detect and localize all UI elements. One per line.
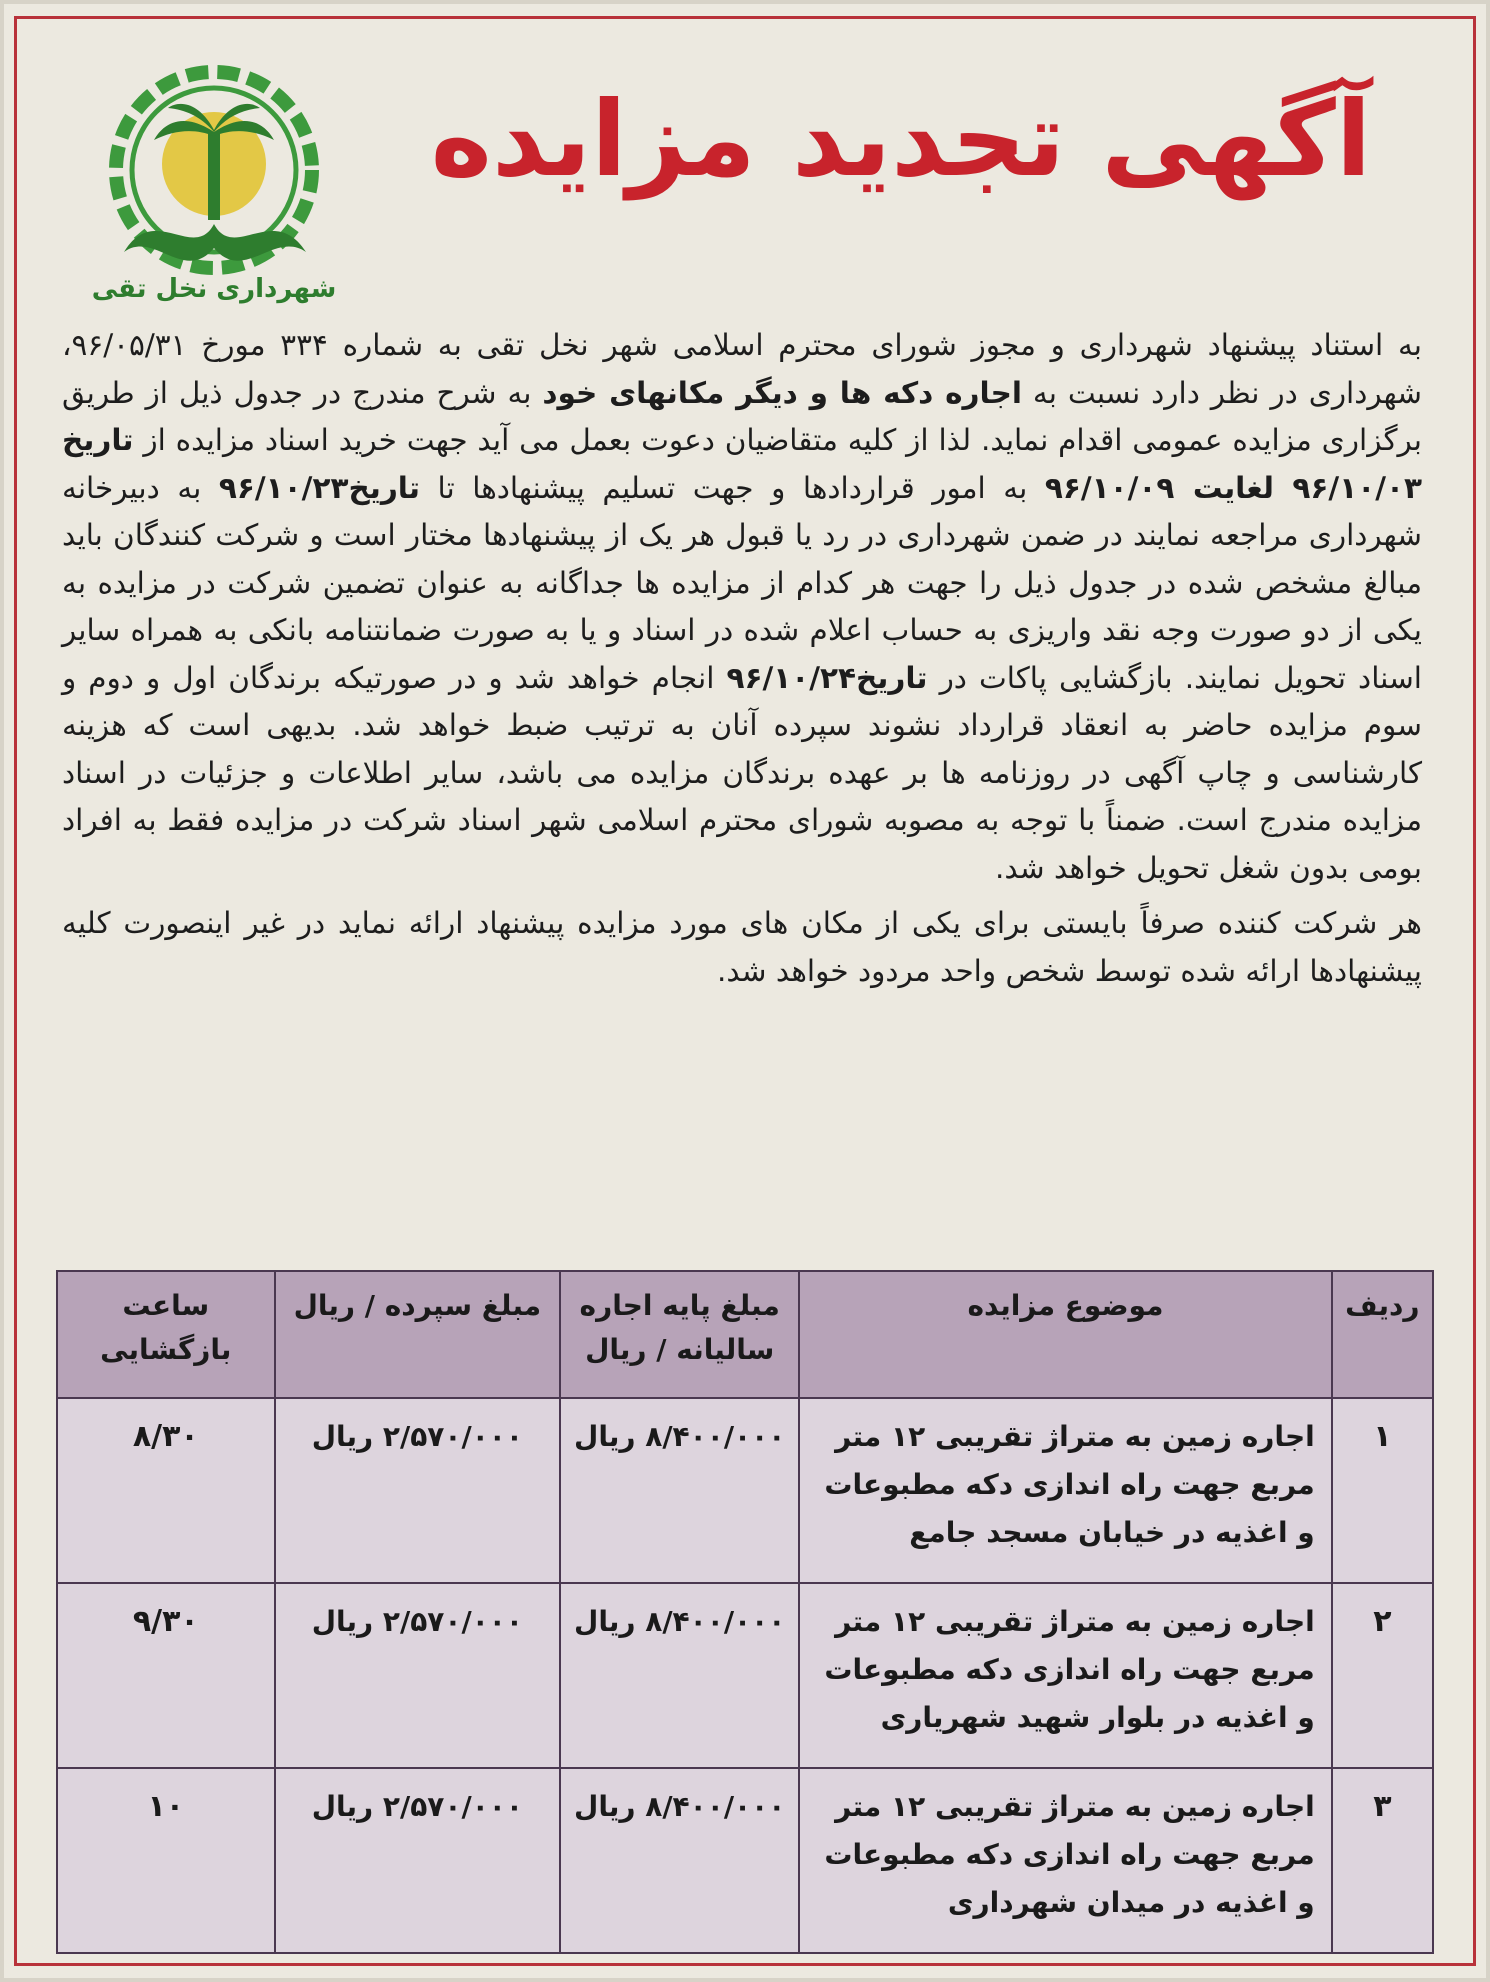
cell-base-rent: ۸/۴۰۰/۰۰۰ ریال [560,1583,799,1768]
auction-table [56,1270,1434,1954]
bold-opening-date: تاریخ۹۶/۱۰/۲۴ [726,660,928,695]
header-row-number: ردیف [1332,1271,1433,1398]
table-row [57,1398,1433,1583]
table-row [57,1768,1433,1953]
cell-base-rent: ۸/۴۰۰/۰۰۰ ریال [560,1768,799,1953]
cell-row-number: ۱ [1332,1398,1433,1583]
cell-deposit: ۲/۵۷۰/۰۰۰ ریال [275,1768,561,1953]
logo-caption: شهرداری نخل تقی [91,274,337,304]
cell-opening-time: ۱۰ [57,1768,275,1953]
cell-opening-time: ۸/۳۰ [57,1398,275,1583]
bold-submission-date: تاریخ۹۶/۱۰/۲۳ [218,470,420,505]
table-row [57,1583,1433,1768]
text-segment: به شرح مندرج در جدول ذیل از طریق برگزاری مزایده عمومی اقدام نماید. لذا از کلیه متقاضیان دعوت بعمل می آید جهت خرید اسناد مزایده از [62,375,1422,457]
cell-deposit: ۲/۵۷۰/۰۰۰ ریال [275,1398,561,1583]
text-segment: به استناد پیشنهاد شهرداری و مجوز شورای محترم اسلامی شهر نخل تقی به شماره ۳۳۴ مورخ ۹۶/۰۵/۳۱، شهرداری در نظر دارد نسبت به [62,328,1422,410]
cell-subject: اجاره زمین به متراژ تقریبی ۱۲ متر مربع جهت راه اندازی دکه مطبوعات و اغذیه در خیابان مسجد جامع [799,1398,1332,1583]
cell-base-rent: ۸/۴۰۰/۰۰۰ ریال [560,1398,799,1583]
header-base-rent: مبلغ پایه اجاره سالیانه / ریال [560,1271,799,1398]
table-header-row [57,1271,1433,1398]
cell-subject: اجاره زمین به متراژ تقریبی ۱۲ متر مربع جهت راه اندازی دکه مطبوعات و اغذیه در بلوار شهید شهریاری [799,1583,1332,1768]
logo-waves [124,224,306,261]
text-segment: به دبیرخانه شهرداری مراجعه نمایند در ضمن شهرداری در رد یا قبول هر یک از پیشنهادها مختار است و شرکت کنندگان باید مبالغ مشخص شده در جدول ذیل را جهت هر کدام از مزایده ها جداگانه به عنوان تضمین شرکت در مزایده به یکی از دو صورت وجه نقد واریزی به حساب اعلام شده در اسناد و یا به صورت ضمانتنامه بانکی به همراه سایر اسناد تحویل نمایند. بازگشایی پاکات در [62,470,1422,695]
cell-row-number: ۳ [1332,1768,1433,1953]
bold-purchase-dates: تاریخ ۹۶/۱۰/۰۳ لغایت ۹۶/۱۰/۰۹ [62,423,1423,505]
ad-paragraph-note: هر شرکت کننده صرفاً بایستی برای یکی از مکان های مورد مزایده پیشنهاد ارائه نماید در غیر اینصورت کلیه پیشنهادها ارائه شده توسط شخص واحد مردود خواهد شد. [62,906,1422,988]
header-opening-time: ساعت بازگشایی [57,1271,275,1398]
cell-deposit: ۲/۵۷۰/۰۰۰ ریال [275,1583,561,1768]
ad-headline: آگهی تجدید مزایده [430,78,1372,200]
cell-subject: اجاره زمین به متراژ تقریبی ۱۲ متر مربع جهت راه اندازی دکه مطبوعات و اغذیه در میدان شهرداری [799,1768,1332,1953]
cell-row-number: ۲ [1332,1583,1433,1768]
text-segment: به امور قراردادها و جهت تسلیم پیشنهادها تا [419,470,1045,505]
newspaper-clipping [4,4,1486,1978]
bold-subject: اجاره دکه ها و دیگر مکانهای خود [542,375,1022,410]
ad-paragraph-main [62,322,1422,892]
text-segment: انجام خواهد شد و در صورتیکه برندگان اول و دوم و سوم مزایده حاضر به انعقاد قرارداد نشوند سپرده آنان به ترتیب ضبط خواهد شد. بدیهی است که هزینه کارشناسی و چاپ آگهی در روزنامه ها بر عهده برندگان مزایده می باشد، سایر اطلاعات و جزئیات در اسناد مزایده مندرج است. ضمناً با توجه به مصوبه شورای محترم اسلامی شهر اسناد شرکت در مزایده فقط به افراد بومی بدون شغل تحویل خواهد شد. [62,660,1422,885]
header-deposit: مبلغ سپرده / ریال [275,1271,561,1398]
cell-opening-time: ۹/۳۰ [57,1583,275,1768]
ad-body-text [62,322,1422,995]
header-subject: موضوع مزایده [799,1271,1332,1398]
